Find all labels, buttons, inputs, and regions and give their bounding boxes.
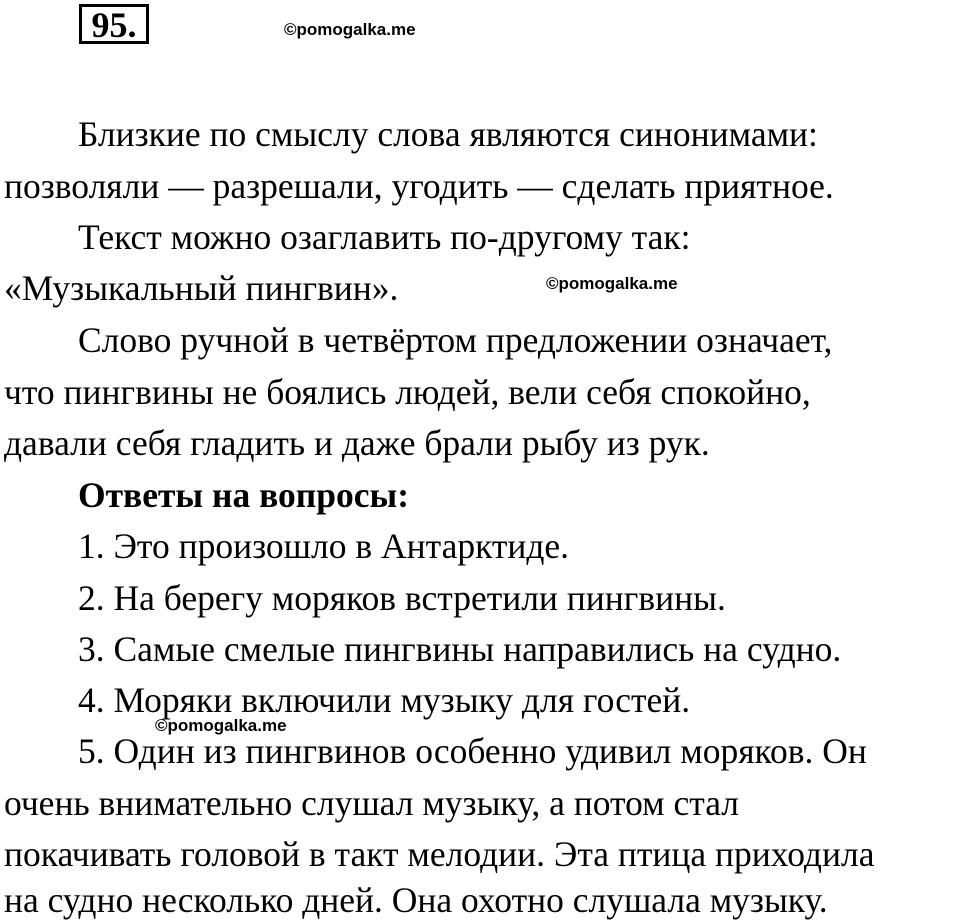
answers-heading: Ответы на вопросы: bbox=[78, 475, 410, 515]
answer-item-continuation: покачивать головой в такт мелодии. Эта птица приходила bbox=[4, 834, 875, 874]
paragraph-line: что пингвины не боялись людей, вели себя спокойно, bbox=[4, 372, 811, 412]
answer-item: 5. Один из пингвинов особенно удивил моряков. Он bbox=[78, 731, 867, 771]
answer-item-continuation: на судно несколько дней. Она охотно слушала музыку. bbox=[4, 880, 828, 920]
watermark: ©pomogalka.me bbox=[546, 274, 678, 293]
answer-item: 4. Моряки включили музыку для гостей. bbox=[78, 680, 691, 720]
paragraph-line: Слово ручной в четвёртом предложении означает, bbox=[78, 320, 833, 360]
paragraph-line: «Музыкальный пингвин». bbox=[4, 268, 399, 308]
paragraph-line: давали себя гладить и даже брали рыбу из рук. bbox=[4, 423, 710, 463]
watermark: ©pomogalka.me bbox=[284, 20, 416, 39]
exercise-number: 95. bbox=[79, 4, 149, 44]
answer-item: 1. Это произошло в Антарктиде. bbox=[78, 526, 570, 566]
paragraph-line: Текст можно озаглавить по-другому так: bbox=[78, 217, 691, 257]
answer-item: 2. На берегу моряков встретили пингвины. bbox=[78, 578, 726, 618]
answer-item-continuation: очень внимательно слушал музыку, а потом стал bbox=[4, 783, 739, 823]
answer-item: 3. Самые смелые пингвины направились на судно. bbox=[78, 629, 842, 669]
paragraph-line: Близкие по смыслу слова являются синонимами: bbox=[78, 114, 818, 154]
watermark: ©pomogalka.me bbox=[155, 716, 287, 735]
paragraph-line: позволяли — разрешали, угодить — сделать приятное. bbox=[4, 166, 834, 206]
